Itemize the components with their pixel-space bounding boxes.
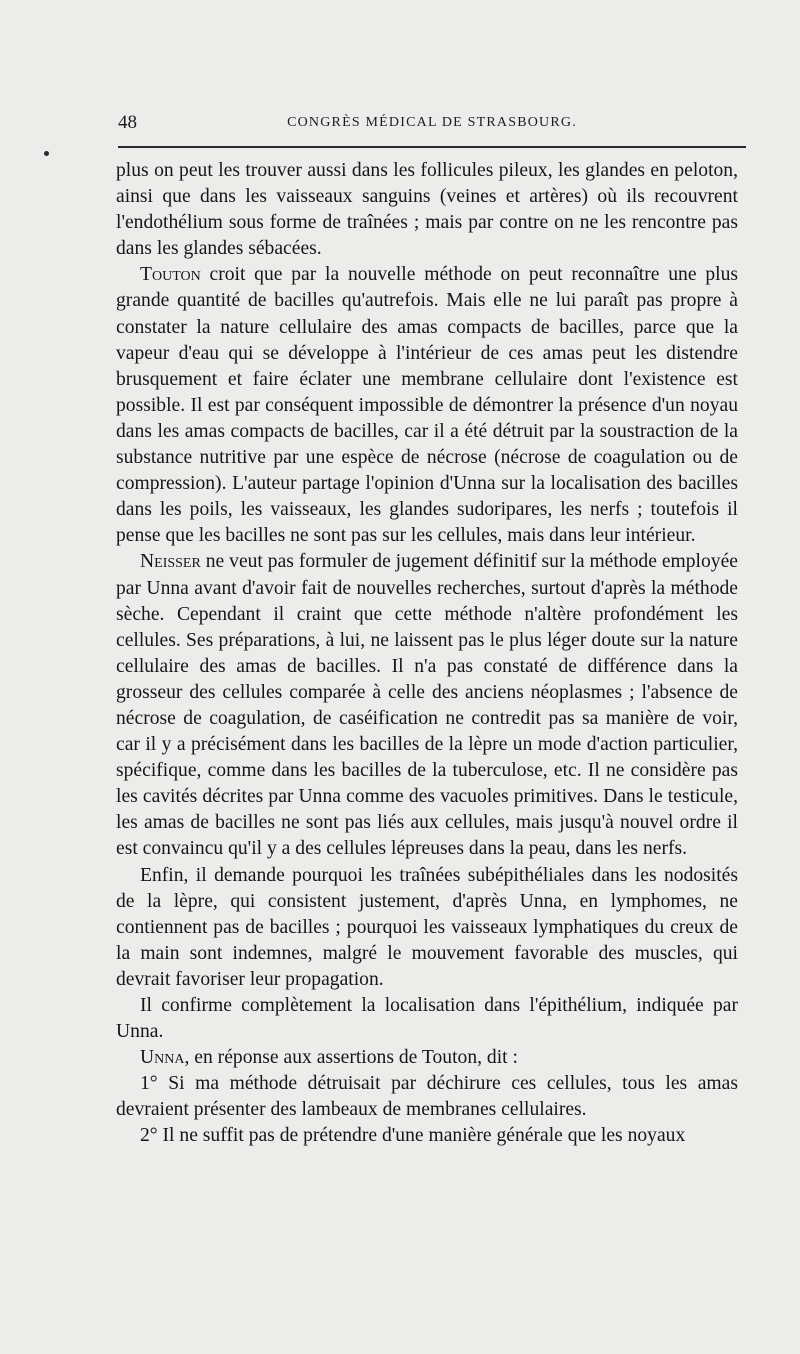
header-rule [118, 146, 746, 148]
body-text [116, 158, 738, 1150]
paragraph-text: Enfin, il demande pourquoi les traînées subépithéliales dans les nodosités de la lèpre, qui consistent justement, d'après Unna, en lymphomes, ne contiennent pas de bacilles ; pourquoi les vaisseaux lymphatiques du creux de la main sont indemnes, malgré le mouvement favorable des muscles, qui devrait favoriser leur propagation. [116, 864, 738, 990]
paragraph-7 [116, 1071, 738, 1123]
paragraph-text: Il confirme complètement la localisation dans l'épithélium, indiquée par Unna. [116, 995, 738, 1043]
author-name: Unna [140, 1047, 185, 1069]
paragraph-text: ne veut pas formuler de jugement définitif sur la méthode employée par Unna avant d'avoir fait de nouvelles recherches, surtout d'après la méthode sèche. Cependant il craint que cette méthode n'altère profondément les cellules. Ses préparations, à lui, ne laissent pas le plus léger doute sur la nature cellulaire des amas de bacilles. Il n'a pas constaté de différence dans la grosseur des cellules comparée à celle des anciens néoplasmes ; l'absence de nécrose de coagulation, de caséification ne contredit pas sa manière de voir, car il y a précisément dans les bacilles de la lèpre un mode d'action particulier, spécifique, comme dans les bacilles de la tuberculose, etc. Il ne considère pas les cavités décrites par Unna comme des vacuoles primitives. Dans le testicule, les amas de bacilles ne sont pas liés aux cellules, mais jusqu'à nouvel ordre il est convaincu qu'il y a des cellules lépreuses dans la peau, dans les nerfs. [116, 551, 738, 860]
paragraph-text: 1° Si ma méthode détruisait par déchirure ces cellules, tous les amas devraient présenter des lambeaux de membranes cellulaires. [116, 1073, 738, 1121]
paragraph-text: , en réponse aux assertions de Touton, dit : [184, 1047, 518, 1069]
author-name: Touton [140, 264, 201, 286]
running-title: CONGRÈS MÉDICAL DE STRASBOURG. [287, 115, 577, 130]
paragraph-text: 2° Il ne suffit pas de prétendre d'une manière générale que les noyaux [140, 1125, 686, 1147]
paragraph-2 [116, 262, 738, 549]
paragraph-4 [116, 863, 738, 993]
paragraph-text: croit que par la nouvelle méthode on peut reconnaître une plus grande quantité de bacilles qu'autrefois. Mais elle ne lui paraît pas propre à constater la nature cellulaire des amas compacts de bacilles, parce que la vapeur d'eau qui se développe à l'intérieur de ces amas peut les distendre brusquement et faire éclater une membrane cellulaire dont l'existence est possible. Il est par conséquent impossible de démontrer la présence d'un noyau dans les amas compacts de bacilles, car il a été détruit par la soustraction de la substance nutritive par une espèce de nécrose (nécrose de coagulation ou de compression). L'auteur partage l'opinion d'Unna sur la localisation des bacilles dans les poils, les vaisseaux, les glandes sudoripares, les nerfs ; toutefois il pense que les bacilles ne sont pas sur les cellules, mais dans leur intérieur. [116, 264, 738, 547]
author-name: Neisser [140, 551, 201, 573]
paragraph-5 [116, 993, 738, 1045]
page-number: 48 [118, 112, 137, 133]
paragraph-1 [116, 158, 738, 262]
page-header [118, 112, 746, 136]
paragraph-6 [116, 1045, 738, 1071]
paragraph-8 [116, 1123, 738, 1149]
paragraph-text: plus on peut les trouver aussi dans les follicules pileux, les glandes en peloton, ainsi que dans les vaisseaux sanguins (veines et artères) où ils recouvrent l'endothélium sous forme de traînées ; mais par contre on ne les rencontre pas dans les glandes sébacées. [116, 160, 738, 260]
margin-ink-dot [44, 151, 49, 156]
paragraph-3 [116, 549, 738, 862]
